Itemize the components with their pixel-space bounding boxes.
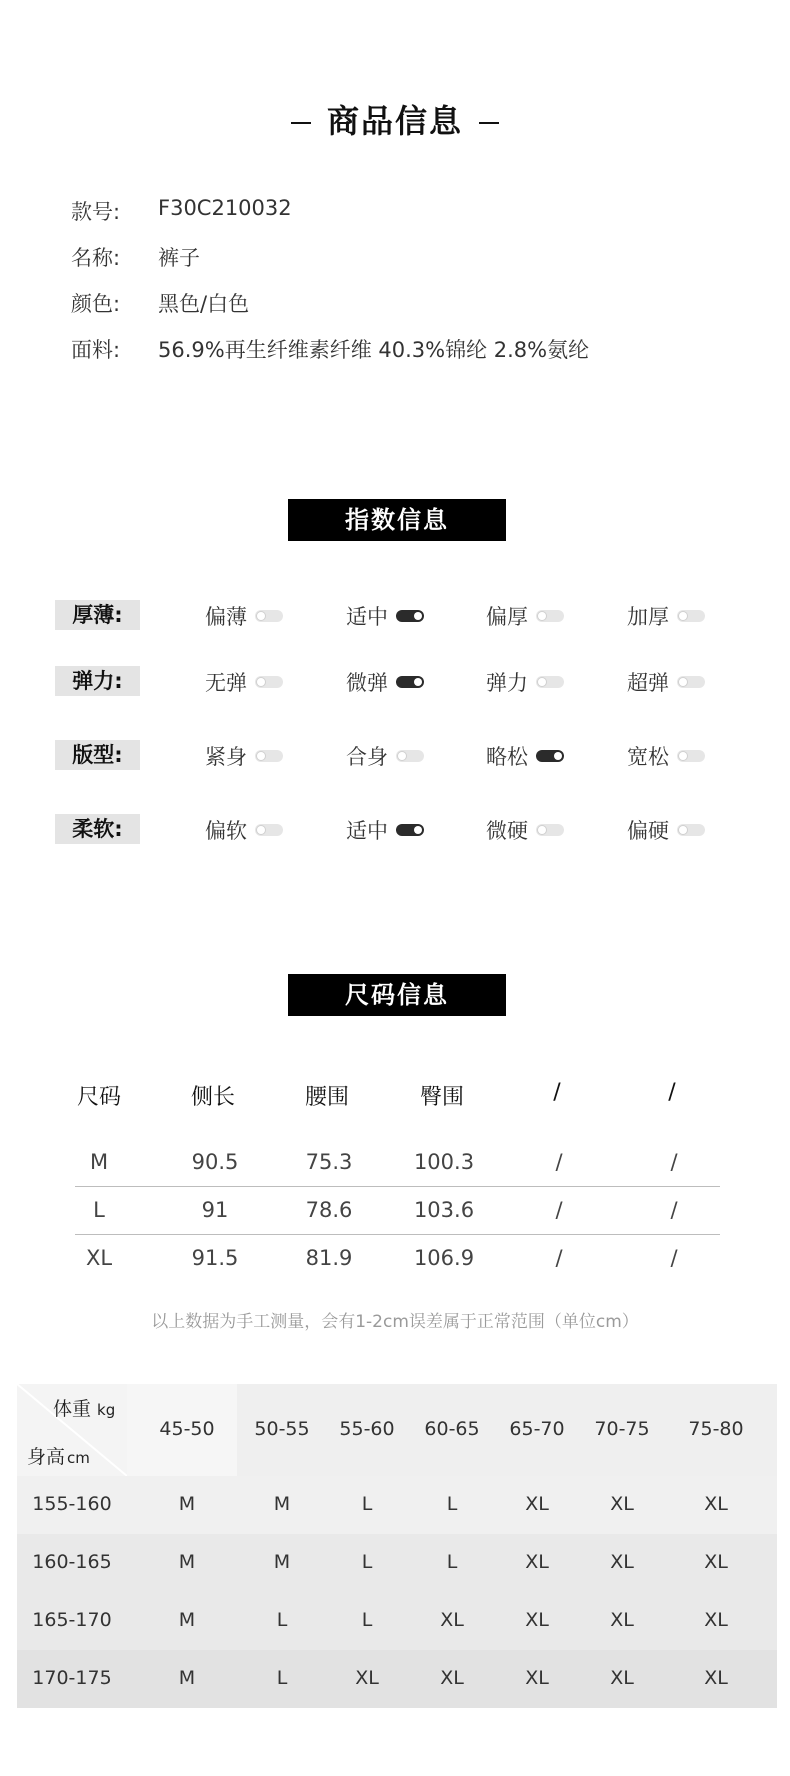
index-option[interactable] [486,815,564,845]
size-header: 腰围 [304,1085,349,1110]
toggle-off-icon[interactable] [677,824,705,836]
fit-size-cell: XL [610,1609,634,1631]
product-info-title-text: 商品信息 [326,102,463,140]
toggle-off-icon[interactable] [536,824,564,836]
toggle-knob [414,612,422,620]
index-option[interactable] [205,741,283,771]
toggle-knob [679,826,687,834]
title-dash-right [479,122,499,124]
toggle-knob [679,612,687,620]
index-option[interactable] [486,601,564,631]
size-header: / [668,1080,676,1105]
size-cell: / [555,1150,563,1174]
size-header: 侧长 [190,1085,235,1110]
index-option-label: 偏软 [205,819,247,843]
toggle-on-icon[interactable] [396,824,424,836]
info-label-color: 颜色: [71,292,121,316]
size-cell: 100.3 [413,1150,475,1174]
toggle-knob [538,678,546,686]
index-option[interactable] [486,741,564,771]
size-cell: XL [85,1246,113,1270]
fit-size-cell: XL [525,1609,549,1631]
size-header: 尺码 [76,1085,121,1110]
index-option[interactable] [205,667,283,697]
fit-weight-range: 60-65 [424,1418,480,1440]
fit-weight-range: 45-50 [159,1418,215,1440]
index-option-label: 弹力 [486,671,528,695]
fit-height-range: 160-165 [32,1551,112,1573]
index-label: 柔软: [55,814,140,844]
index-option-label: 适中 [346,605,388,629]
size-row-divider [75,1234,720,1235]
size-cell: / [670,1150,678,1174]
fit-size-cell: M [273,1551,291,1573]
fit-size-cell: XL [704,1609,728,1631]
toggle-knob [257,826,265,834]
index-label: 厚薄: [55,600,140,630]
size-note: 以上数据为手工测量，会有1-2cm误差属于正常范围（单位cm） [151,1312,639,1332]
size-cell: / [670,1246,678,1270]
info-value-fabric: 56.9%再生纤维素纤维 40.3%锦纶 2.8%氨纶 [158,338,590,362]
size-cell: 106.9 [413,1246,475,1270]
index-option-label: 微弹 [346,671,388,695]
toggle-knob [538,612,546,620]
fit-height-range: 170-175 [32,1667,112,1689]
fit-size-cell: L [361,1493,373,1515]
toggle-knob [398,752,406,760]
index-option-label: 紧身 [205,745,247,769]
index-option-label: 偏硬 [627,819,669,843]
fit-size-cell: L [276,1667,288,1689]
fit-size-cell: L [446,1493,458,1515]
fit-weight-range: 50-55 [254,1418,310,1440]
toggle-on-icon[interactable] [536,750,564,762]
fit-height-range: 165-170 [32,1609,112,1631]
toggle-off-icon[interactable] [396,750,424,762]
fit-size-cell: L [361,1551,373,1573]
index-option-label: 超弹 [627,671,669,695]
index-option-label: 偏厚 [486,605,528,629]
index-option-label: 适中 [346,819,388,843]
fit-size-cell: XL [610,1551,634,1573]
index-option[interactable] [627,815,705,845]
fit-size-cell: XL [525,1493,549,1515]
fit-size-cell: XL [440,1609,464,1631]
toggle-knob [554,752,562,760]
toggle-off-icon[interactable] [677,610,705,622]
size-header: / [553,1080,561,1105]
info-value-color: 黑色/白色 [158,292,250,316]
toggle-on-icon[interactable] [396,610,424,622]
toggle-knob [257,678,265,686]
toggle-off-icon[interactable] [536,610,564,622]
size-cell: / [670,1198,678,1222]
fit-weight-range: 65-70 [509,1418,565,1440]
index-option[interactable] [346,815,424,845]
index-option[interactable] [346,601,424,631]
fit-size-cell: XL [610,1493,634,1515]
size-cell: / [555,1198,563,1222]
size-header: 臀围 [419,1085,464,1110]
toggle-off-icon[interactable] [255,824,283,836]
fit-size-cell: XL [704,1667,728,1689]
fit-size-cell: M [178,1609,196,1631]
fit-height-label-text: 身高 [27,1446,66,1468]
size-cell: 91.5 [191,1246,239,1270]
fit-size-cell: L [361,1609,373,1631]
size-cell: L [93,1198,105,1222]
fit-weight-label-text: 体重 [53,1398,92,1420]
info-label-style-no: 款号: [71,200,121,224]
index-option-label: 合身 [346,745,388,769]
fit-size-cell: M [273,1493,291,1515]
toggle-off-icon[interactable] [677,676,705,688]
index-option[interactable] [205,601,283,631]
toggle-off-icon[interactable] [677,750,705,762]
fit-size-cell: XL [610,1667,634,1689]
fit-weight-range: 70-75 [594,1418,650,1440]
fit-size-cell: M [178,1667,196,1689]
fit-size-cell: XL [355,1667,379,1689]
index-info-banner: 指数信息 [288,499,506,541]
fit-size-cell: XL [525,1667,549,1689]
index-option-label: 略松 [486,745,528,769]
size-row-divider [75,1186,720,1187]
fit-size-cell: M [178,1551,196,1573]
size-cell: 75.3 [305,1150,353,1174]
index-option[interactable] [627,601,705,631]
fit-size-cell: XL [525,1551,549,1573]
fit-size-cell: M [178,1493,196,1515]
index-option[interactable] [205,815,283,845]
toggle-knob [257,612,265,620]
fit-size-cell: XL [704,1551,728,1573]
fit-size-cell: XL [440,1667,464,1689]
toggle-knob [679,678,687,686]
toggle-off-icon[interactable] [255,676,283,688]
size-cell: 91 [201,1198,229,1222]
toggle-off-icon[interactable] [255,750,283,762]
toggle-knob [538,826,546,834]
index-option-label: 宽松 [627,745,669,769]
size-cell: M [89,1150,109,1174]
toggle-knob [414,826,422,834]
fit-size-cell: XL [704,1493,728,1515]
info-value-name: 裤子 [158,246,200,270]
toggle-on-icon[interactable] [396,676,424,688]
size-cell: 81.9 [305,1246,353,1270]
fit-height-range: 155-160 [32,1493,112,1515]
size-cell: 78.6 [305,1198,353,1222]
index-option[interactable] [486,667,564,697]
info-label-name: 名称: [71,246,121,270]
toggle-knob [679,752,687,760]
fit-weight-unit: kg [97,1401,116,1419]
toggle-off-icon[interactable] [255,610,283,622]
index-option-label: 偏薄 [205,605,247,629]
index-label: 弹力: [55,666,140,696]
fit-size-cell: L [276,1609,288,1631]
info-label-fabric: 面料: [71,338,121,362]
index-option[interactable] [627,667,705,697]
fit-corner-cell [17,1384,127,1476]
toggle-knob [257,752,265,760]
info-value-style-no: F30C210032 [158,196,292,220]
size-info-banner: 尺码信息 [288,974,506,1016]
size-cell: / [555,1246,563,1270]
index-option-label: 加厚 [627,605,669,629]
fit-weight-range: 75-80 [688,1418,744,1440]
index-option[interactable] [346,667,424,697]
fit-height-unit: cm [67,1449,90,1467]
index-label: 版型: [55,740,140,770]
title-dash-left [291,122,311,124]
index-option-label: 无弹 [205,671,247,695]
fit-size-cell: L [446,1551,458,1573]
fit-weight-label [53,1394,115,1421]
toggle-off-icon[interactable] [536,676,564,688]
index-option-label: 微硬 [486,819,528,843]
product-info-title [0,96,790,142]
index-option[interactable] [627,741,705,771]
size-cell: 103.6 [413,1198,475,1222]
toggle-knob [414,678,422,686]
fit-weight-range: 55-60 [339,1418,395,1440]
fit-height-label [27,1442,90,1469]
size-cell: 90.5 [191,1150,239,1174]
index-option[interactable] [346,741,424,771]
